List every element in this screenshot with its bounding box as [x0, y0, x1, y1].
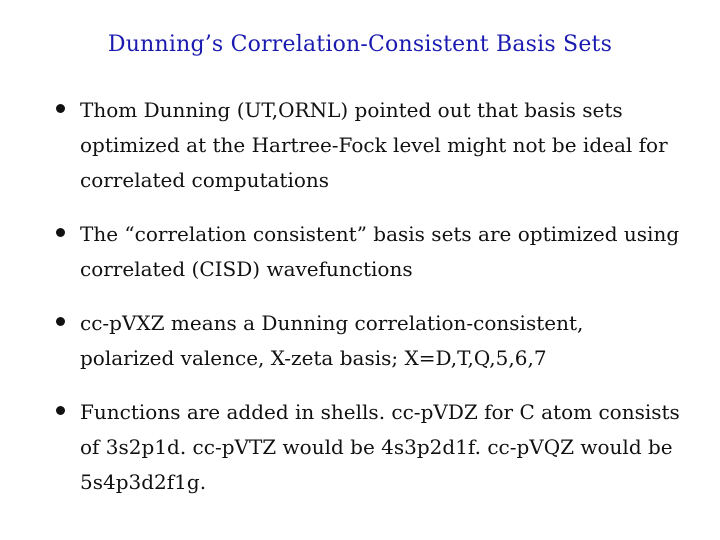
bullet-text: Thom Dunning (UT,ORNL) pointed out that basis sets optimized at the Hartree-Fock level might not be ideal for correlated computations [80, 98, 668, 192]
bullet-text: cc-pVXZ means a Dunning correlation-consistent, polarized valence, X-zeta basis; X=D,T,Q,5,6,7 [80, 311, 584, 370]
bullet-item-1 [52, 93, 682, 198]
bullet-dot-icon [56, 228, 65, 237]
bullet-list [52, 93, 682, 519]
slide-title: Dunning’s Correlation-Consistent Basis Sets [107, 32, 613, 57]
bullet-dot-icon [56, 104, 65, 113]
bullet-text: Functions are added in shells. cc-pVDZ for C atom consists of 3s2p1d. cc-pVTZ would be 4s3p2d1f. cc-pVQZ would be 5s4p3d2f1g. [80, 400, 680, 494]
bullet-item-2 [52, 217, 682, 287]
bullet-item-4 [52, 395, 682, 500]
bullet-item-3 [52, 306, 682, 376]
bullet-dot-icon [56, 406, 65, 415]
bullet-text: The “correlation consistent” basis sets are optimized using correlated (CISD) wavefunctions [80, 222, 680, 281]
bullet-dot-icon [56, 317, 65, 326]
